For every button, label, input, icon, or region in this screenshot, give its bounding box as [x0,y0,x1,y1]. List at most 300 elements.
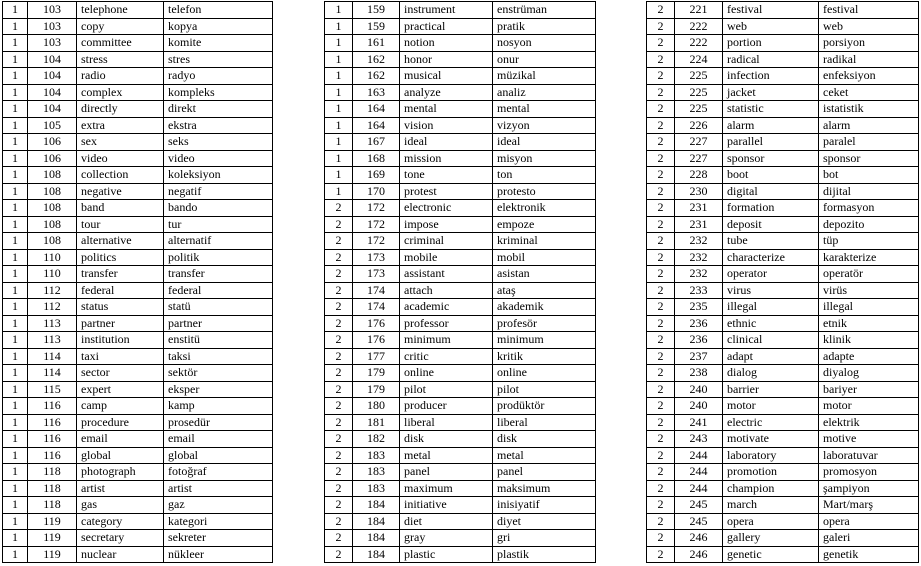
turkish-word-cell: statü [164,299,273,316]
table-row [647,18,919,35]
english-word-cell: email [77,431,164,448]
english-word-cell: assistant [400,266,493,283]
english-word-cell: electric [723,414,819,431]
level-cell: 1 [3,480,28,497]
turkish-word-cell: email [164,431,273,448]
rank-cell: 238 [675,365,723,382]
rank-cell: 108 [28,167,77,184]
table-row [3,282,273,299]
turkish-word-cell: galeri [819,530,919,547]
turkish-word-cell: ceket [819,84,919,101]
rank-cell: 104 [28,51,77,68]
level-cell: 1 [3,18,28,35]
word-table-2 [324,1,596,563]
table-row [325,84,596,101]
level-cell: 1 [3,200,28,217]
table-row [647,513,919,530]
table-row [647,233,919,250]
table-row [647,381,919,398]
turkish-word-cell: bando [164,200,273,217]
turkish-word-cell: analiz [493,84,596,101]
english-word-cell: panel [400,464,493,481]
table-row [647,414,919,431]
level-cell: 1 [3,266,28,283]
turkish-word-cell: nosyon [493,35,596,52]
rank-cell: 244 [675,447,723,464]
level-cell: 1 [325,150,353,167]
rank-cell: 246 [675,530,723,547]
turkish-word-cell: eksper [164,381,273,398]
english-word-cell: vision [400,117,493,134]
english-word-cell: professor [400,315,493,332]
rank-cell: 179 [353,365,400,382]
rank-cell: 240 [675,381,723,398]
rank-cell: 116 [28,447,77,464]
level-cell: 2 [325,348,353,365]
rank-cell: 108 [28,233,77,250]
level-cell: 2 [647,2,675,19]
english-word-cell: negative [77,183,164,200]
level-cell: 2 [647,68,675,85]
rank-cell: 236 [675,315,723,332]
english-word-cell: adapt [723,348,819,365]
rank-cell: 228 [675,167,723,184]
turkish-word-cell: disk [493,431,596,448]
english-word-cell: instrument [400,2,493,19]
level-cell: 2 [325,513,353,530]
turkish-word-cell: kopya [164,18,273,35]
english-word-cell: illegal [723,299,819,316]
english-word-cell: portion [723,35,819,52]
level-cell: 2 [647,249,675,266]
rank-cell: 184 [353,530,400,547]
english-word-cell: operator [723,266,819,283]
english-word-cell: infection [723,68,819,85]
level-cell: 2 [647,84,675,101]
turkish-word-cell: komite [164,35,273,52]
turkish-word-cell: klinik [819,332,919,349]
turkish-word-cell: prodüktör [493,398,596,415]
english-word-cell: minimum [400,332,493,349]
turkish-word-cell: etnik [819,315,919,332]
rank-cell: 116 [28,431,77,448]
rank-cell: 179 [353,381,400,398]
english-word-cell: politics [77,249,164,266]
table-row [3,216,273,233]
table-row [325,266,596,283]
table-row [3,431,273,448]
level-cell: 2 [647,266,675,283]
english-word-cell: practical [400,18,493,35]
english-word-cell: secretary [77,530,164,547]
table-row [325,249,596,266]
rank-cell: 164 [353,101,400,118]
english-word-cell: critic [400,348,493,365]
level-cell: 2 [325,299,353,316]
level-cell: 1 [3,332,28,349]
turkish-word-cell: inisiyatif [493,497,596,514]
english-word-cell: notion [400,35,493,52]
table-row [3,299,273,316]
level-cell: 1 [325,2,353,19]
table-row [325,35,596,52]
turkish-word-cell: ataş [493,282,596,299]
level-cell: 2 [325,332,353,349]
rank-cell: 243 [675,431,723,448]
rank-cell: 169 [353,167,400,184]
table-row [647,167,919,184]
table-row [3,447,273,464]
table-row [3,200,273,217]
table-row [647,183,919,200]
level-cell: 1 [3,282,28,299]
english-word-cell: nuclear [77,546,164,563]
table-row [325,497,596,514]
level-cell: 2 [325,414,353,431]
turkish-word-cell: web [819,18,919,35]
turkish-word-cell: enstrüman [493,2,596,19]
turkish-word-cell: radyo [164,68,273,85]
turkish-word-cell: sponsor [819,150,919,167]
level-cell: 1 [3,365,28,382]
table-row [3,315,273,332]
table-row [647,266,919,283]
table-row [3,51,273,68]
table-row [325,299,596,316]
turkish-word-cell: fotoğraf [164,464,273,481]
rank-cell: 105 [28,117,77,134]
turkish-word-cell: ideal [493,134,596,151]
english-word-cell: copy [77,18,164,35]
rank-cell: 116 [28,398,77,415]
table-row [3,68,273,85]
turkish-word-cell: diyet [493,513,596,530]
rank-cell: 174 [353,299,400,316]
english-word-cell: maximum [400,480,493,497]
level-cell: 1 [3,167,28,184]
level-cell: 2 [325,249,353,266]
turkish-word-cell: taksi [164,348,273,365]
table-row [647,150,919,167]
rank-cell: 110 [28,266,77,283]
turkish-word-cell: telefon [164,2,273,19]
table-row [325,414,596,431]
turkish-word-cell: Mart/marş [819,497,919,514]
turkish-word-cell: nükleer [164,546,273,563]
level-cell: 1 [3,35,28,52]
rank-cell: 181 [353,414,400,431]
level-cell: 2 [647,381,675,398]
table-row [3,84,273,101]
english-word-cell: photograph [77,464,164,481]
level-cell: 2 [325,365,353,382]
table-row [3,414,273,431]
level-cell: 2 [647,414,675,431]
level-cell: 2 [647,530,675,547]
table-row [647,84,919,101]
english-word-cell: disk [400,431,493,448]
english-word-cell: motor [723,398,819,415]
rank-cell: 115 [28,381,77,398]
table-row [325,2,596,19]
turkish-word-cell: sekreter [164,530,273,547]
table-row [3,134,273,151]
table-row [325,480,596,497]
english-word-cell: gallery [723,530,819,547]
rank-cell: 104 [28,101,77,118]
english-word-cell: musical [400,68,493,85]
rank-cell: 106 [28,134,77,151]
rank-cell: 108 [28,183,77,200]
level-cell: 1 [3,447,28,464]
table-row [325,315,596,332]
turkish-word-cell: onur [493,51,596,68]
level-cell: 2 [647,134,675,151]
english-word-cell: statistic [723,101,819,118]
rank-cell: 119 [28,546,77,563]
turkish-word-cell: direkt [164,101,273,118]
english-word-cell: taxi [77,348,164,365]
table-row [647,51,919,68]
level-cell: 1 [3,530,28,547]
table-row [3,35,273,52]
rank-cell: 106 [28,150,77,167]
level-cell: 2 [325,282,353,299]
rank-cell: 103 [28,18,77,35]
english-word-cell: clinical [723,332,819,349]
turkish-word-cell: akademik [493,299,596,316]
level-cell: 2 [325,431,353,448]
table-row [647,398,919,415]
rank-cell: 113 [28,332,77,349]
english-word-cell: ethnic [723,315,819,332]
rank-cell: 231 [675,200,723,217]
table-row [647,464,919,481]
table-row [647,200,919,217]
english-word-cell: opera [723,513,819,530]
rank-cell: 224 [675,51,723,68]
turkish-word-cell: global [164,447,273,464]
level-cell: 1 [3,101,28,118]
turkish-word-cell: vizyon [493,117,596,134]
turkish-word-cell: ekstra [164,117,273,134]
rank-cell: 184 [353,513,400,530]
english-word-cell: artist [77,480,164,497]
level-cell: 2 [647,431,675,448]
english-word-cell: impose [400,216,493,233]
rank-cell: 222 [675,18,723,35]
rank-cell: 103 [28,35,77,52]
table-row [647,480,919,497]
level-cell: 1 [325,18,353,35]
rank-cell: 114 [28,348,77,365]
rank-cell: 180 [353,398,400,415]
rank-cell: 104 [28,68,77,85]
english-word-cell: deposit [723,216,819,233]
level-cell: 1 [3,398,28,415]
english-word-cell: procedure [77,414,164,431]
rank-cell: 230 [675,183,723,200]
rank-cell: 103 [28,2,77,19]
level-cell: 2 [647,101,675,118]
rank-cell: 119 [28,530,77,547]
turkish-word-cell: prosedür [164,414,273,431]
level-cell: 1 [3,497,28,514]
table-row [647,282,919,299]
turkish-word-cell: kompleks [164,84,273,101]
turkish-word-cell: tüp [819,233,919,250]
rank-cell: 237 [675,348,723,365]
level-cell: 2 [647,398,675,415]
level-cell: 2 [325,216,353,233]
table-row [325,68,596,85]
turkish-word-cell: kritik [493,348,596,365]
table-row [647,530,919,547]
table-row [325,18,596,35]
turkish-word-cell: alarm [819,117,919,134]
english-word-cell: mobile [400,249,493,266]
table-row [3,150,273,167]
table-row [325,51,596,68]
english-word-cell: band [77,200,164,217]
turkish-word-cell: plastik [493,546,596,563]
rank-cell: 221 [675,2,723,19]
rank-cell: 108 [28,200,77,217]
rank-cell: 184 [353,546,400,563]
table-row [3,365,273,382]
level-cell: 2 [647,216,675,233]
table-row [647,546,919,563]
level-cell: 2 [325,464,353,481]
level-cell: 2 [647,150,675,167]
level-cell: 2 [647,332,675,349]
english-word-cell: march [723,497,819,514]
turkish-word-cell: transfer [164,266,273,283]
turkish-word-cell: adapte [819,348,919,365]
turkish-word-cell: koleksiyon [164,167,273,184]
turkish-word-cell: mobil [493,249,596,266]
table-row [3,167,273,184]
level-cell: 1 [325,51,353,68]
table-row [325,134,596,151]
level-cell: 2 [647,117,675,134]
rank-cell: 163 [353,84,400,101]
level-cell: 2 [325,315,353,332]
turkish-word-cell: tur [164,216,273,233]
turkish-word-cell: bariyer [819,381,919,398]
english-word-cell: institution [77,332,164,349]
level-cell: 2 [647,183,675,200]
turkish-word-cell: online [493,365,596,382]
level-cell: 1 [3,381,28,398]
level-cell: 1 [325,35,353,52]
english-word-cell: promotion [723,464,819,481]
english-word-cell: boot [723,167,819,184]
rank-cell: 174 [353,282,400,299]
rank-cell: 118 [28,480,77,497]
rank-cell: 240 [675,398,723,415]
level-cell: 2 [647,546,675,563]
turkish-word-cell: istatistik [819,101,919,118]
rank-cell: 104 [28,84,77,101]
table-row [647,332,919,349]
table-row [647,365,919,382]
rank-cell: 244 [675,480,723,497]
table-row [325,101,596,118]
english-word-cell: alternative [77,233,164,250]
english-word-cell: video [77,150,164,167]
table-row [3,266,273,283]
table-row [647,447,919,464]
level-cell: 2 [647,233,675,250]
english-word-cell: ideal [400,134,493,151]
rank-cell: 232 [675,266,723,283]
rank-cell: 183 [353,480,400,497]
table-row [3,117,273,134]
rank-cell: 233 [675,282,723,299]
english-word-cell: partner [77,315,164,332]
rank-cell: 172 [353,216,400,233]
table-row [647,2,919,19]
rank-cell: 110 [28,249,77,266]
level-cell: 2 [325,447,353,464]
english-word-cell: mission [400,150,493,167]
table-row [3,249,273,266]
english-word-cell: radio [77,68,164,85]
turkish-word-cell: promosyon [819,464,919,481]
rank-cell: 172 [353,233,400,250]
rank-cell: 167 [353,134,400,151]
rank-cell: 225 [675,101,723,118]
turkish-word-cell: misyon [493,150,596,167]
turkish-word-cell: pratik [493,18,596,35]
level-cell: 2 [647,35,675,52]
turkish-word-cell: minimum [493,332,596,349]
rank-cell: 118 [28,464,77,481]
table-row [647,348,919,365]
table-row [325,546,596,563]
turkish-word-cell: kriminal [493,233,596,250]
turkish-word-cell: asistan [493,266,596,283]
table-row [3,348,273,365]
rank-cell: 173 [353,266,400,283]
level-cell: 1 [3,315,28,332]
turkish-word-cell: virüs [819,282,919,299]
english-word-cell: analyze [400,84,493,101]
english-word-cell: complex [77,84,164,101]
rank-cell: 159 [353,18,400,35]
table-row [325,183,596,200]
english-word-cell: liberal [400,414,493,431]
level-cell: 1 [3,2,28,19]
level-cell: 1 [3,150,28,167]
rank-cell: 170 [353,183,400,200]
level-cell: 2 [647,513,675,530]
english-word-cell: radical [723,51,819,68]
level-cell: 2 [647,447,675,464]
table-row [325,381,596,398]
level-cell: 1 [325,117,353,134]
rank-cell: 246 [675,546,723,563]
turkish-word-cell: ton [493,167,596,184]
level-cell: 2 [647,365,675,382]
english-word-cell: criminal [400,233,493,250]
rank-cell: 116 [28,414,77,431]
turkish-word-cell: motive [819,431,919,448]
level-cell: 2 [325,381,353,398]
rank-cell: 172 [353,200,400,217]
rank-cell: 182 [353,431,400,448]
